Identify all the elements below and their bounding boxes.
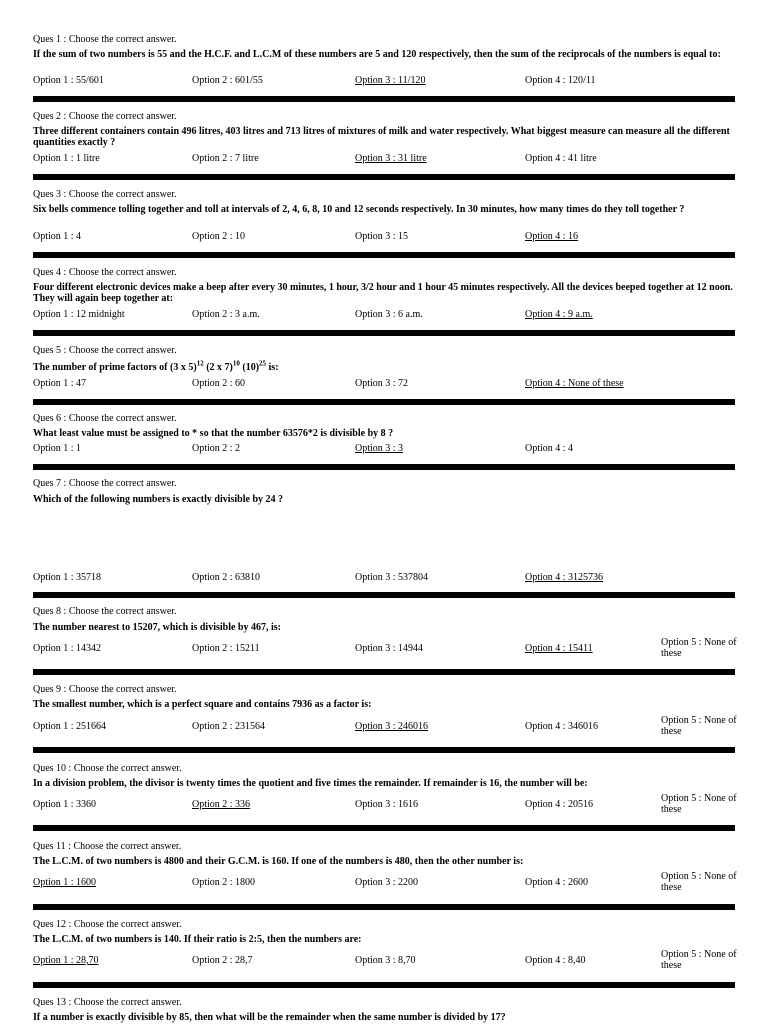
option-3-correct[interactable]: Option 3 : 246016 — [355, 721, 429, 732]
option-5[interactable]: Option 5 : None of these — [661, 793, 737, 815]
option-2[interactable]: Option 2 : 231564 — [192, 721, 266, 732]
option-3-correct[interactable]: Option 3 : 3 — [355, 443, 404, 454]
question-text: Six bells commence tolling together and toll at intervals of 2, 4, 6, 8, 10 and 12 seconds respectively. In 30 minutes, how many times do they toll together ? — [33, 204, 685, 215]
option-1[interactable]: Option 1 : 3360 — [33, 799, 97, 810]
option-3[interactable]: Option 3 : 15 — [355, 231, 409, 242]
question-header: Ques 13 : Choose the correct answer. — [33, 997, 182, 1008]
option-4[interactable]: Option 4 : 120/11 — [525, 75, 596, 86]
option-3[interactable]: Option 3 : 14944 — [355, 643, 424, 654]
option-1-correct[interactable]: Option 1 : 28,70 — [33, 955, 99, 966]
question-header: Ques 3 : Choose the correct answer. — [33, 189, 177, 200]
option-5[interactable]: Option 5 : None of these — [661, 871, 737, 893]
option-2[interactable]: Option 2 : 28,7 — [192, 955, 253, 966]
question-text: The number of prime factors of (3 x 5)$^{12}$ (2 x 7)$^{10}$ $(10)^{25}$ is: — [33, 359, 279, 373]
separator-bar — [33, 904, 735, 910]
question-text: In a division problem, the divisor is twenty times the quotient and five times the remainder. If remainder is 16, the number will be: — [33, 778, 588, 789]
separator-bar — [33, 464, 735, 470]
separator-bar — [33, 592, 735, 598]
question-text: If a number is exactly divisible by 85, then what will be the remainder when the same number is divided by 17? — [33, 1012, 506, 1023]
option-4[interactable]: Option 4 : 2600 — [525, 877, 589, 888]
option-4[interactable]: Option 4 : 20516 — [525, 799, 594, 810]
option-3[interactable]: Option 3 : 1616 — [355, 799, 419, 810]
question-text: If the sum of two numbers is 55 and the H.C.F. and L.C.M of these numbers are 5 and 120 respectively, then the sum of the reciprocals of the numbers is equal to: — [33, 49, 721, 60]
question-text: The L.C.M. of two numbers is 140. If their ratio is 2:5, then the numbers are: — [33, 934, 362, 945]
option-5[interactable]: Option 5 : None of these — [661, 715, 737, 737]
option-2[interactable]: Option 2 : 3 a.m. — [192, 309, 260, 320]
question-header: Ques 12 : Choose the correct answer. — [33, 919, 182, 930]
option-3-correct[interactable]: Option 3 : 11/120 — [355, 75, 426, 86]
separator-bar — [33, 96, 735, 102]
separator-bar — [33, 747, 735, 753]
option-2[interactable]: Option 2 : 10 — [192, 231, 246, 242]
question-header: Ques 1 : Choose the correct answer. — [33, 34, 177, 45]
question-text: What least value must be assigned to * so that the number 63576*2 is divisible by 8 ? — [33, 428, 394, 439]
option-3-correct[interactable]: Option 3 : 31 litre — [355, 153, 427, 164]
option-1[interactable]: Option 1 : 1 — [33, 443, 82, 454]
option-1[interactable]: Option 1 : 1 litre — [33, 153, 100, 164]
option-1-correct[interactable]: Option 1 : 1600 — [33, 877, 97, 888]
option-1[interactable]: Option 1 : 35718 — [33, 572, 102, 583]
question-header: Ques 11 : Choose the correct answer. — [33, 841, 182, 852]
question-text: Three different containers contain 496 litres, 403 litres and 713 litres of mixtures of milk and water respectively. What biggest measure can measure all the different quantities exactly ? — [33, 126, 730, 148]
question-header: Ques 10 : Choose the correct answer. — [33, 763, 182, 774]
option-1[interactable]: Option 1 : 4 — [33, 231, 82, 242]
option-2-correct[interactable]: Option 2 : 336 — [192, 799, 251, 810]
question-header: Ques 9 : Choose the correct answer. — [33, 684, 177, 695]
option-4[interactable]: Option 4 : 346016 — [525, 721, 599, 732]
question-text: Which of the following numbers is exactly divisible by 24 ? — [33, 494, 284, 505]
question-header: Ques 4 : Choose the correct answer. — [33, 267, 177, 278]
option-3[interactable]: Option 3 : 6 a.m. — [355, 309, 423, 320]
option-2[interactable]: Option 2 : 601/55 — [192, 75, 263, 86]
option-2[interactable]: Option 2 : 60 — [192, 378, 246, 389]
question-header: Ques 6 : Choose the correct answer. — [33, 413, 177, 424]
separator-bar — [33, 330, 735, 336]
option-3[interactable]: Option 3 : 537804 — [355, 572, 429, 583]
option-2[interactable]: Option 2 : 63810 — [192, 572, 261, 583]
option-5[interactable]: Option 5 : None of these — [661, 637, 737, 659]
option-4-correct[interactable]: Option 4 : 15411 — [525, 643, 593, 654]
question-header: Ques 2 : Choose the correct answer. — [33, 111, 177, 122]
option-1[interactable]: Option 1 : 47 — [33, 378, 87, 389]
option-2[interactable]: Option 2 : 1800 — [192, 877, 256, 888]
option-4-correct[interactable]: Option 4 : 9 a.m. — [525, 309, 593, 320]
question-text: Four different electronic devices make a beep after every 30 minutes, 1 hour, 3/2 hour and 1 hour 45 minutes respectively. All the devices beeped together at 12 noon. They will again beep together at: — [33, 282, 733, 304]
separator-bar — [33, 982, 735, 988]
question-header: Ques 7 : Choose the correct answer. — [33, 478, 177, 489]
question-header: Ques 5 : Choose the correct answer. — [33, 345, 177, 356]
separator-bar — [33, 252, 735, 258]
option-3[interactable]: Option 3 : 8,70 — [355, 955, 416, 966]
option-2[interactable]: Option 2 : 15211 — [192, 643, 260, 654]
option-4[interactable]: Option 4 : 8,40 — [525, 955, 586, 966]
option-1[interactable]: Option 1 : 55/601 — [33, 75, 104, 86]
question-text: The L.C.M. of two numbers is 4800 and their G.C.M. is 160. If one of the numbers is 480, then the other number is: — [33, 856, 524, 867]
option-1[interactable]: Option 1 : 251664 — [33, 721, 107, 732]
option-4-correct[interactable]: Option 4 : None of these — [525, 378, 624, 389]
question-text: The number nearest to 15207, which is divisible by 467, is: — [33, 622, 281, 633]
separator-bar — [33, 399, 735, 405]
option-2[interactable]: Option 2 : 7 litre — [192, 153, 259, 164]
option-3[interactable]: Option 3 : 2200 — [355, 877, 419, 888]
option-5[interactable]: Option 5 : None of these — [661, 949, 737, 971]
separator-bar — [33, 174, 735, 180]
option-2[interactable]: Option 2 : 2 — [192, 443, 241, 454]
separator-bar — [33, 825, 735, 831]
option-3[interactable]: Option 3 : 72 — [355, 378, 409, 389]
question-header: Ques 8 : Choose the correct answer. — [33, 606, 177, 617]
option-1[interactable]: Option 1 : 14342 — [33, 643, 102, 654]
option-4-correct[interactable]: Option 4 : 3125736 — [525, 572, 604, 583]
question-text: The smallest number, which is a perfect square and contains 7936 as a factor is: — [33, 699, 372, 710]
separator-bar — [33, 669, 735, 675]
option-1[interactable]: Option 1 : 12 midnight — [33, 309, 125, 320]
option-4[interactable]: Option 4 : 41 litre — [525, 153, 597, 164]
option-4[interactable]: Option 4 : 4 — [525, 443, 574, 454]
option-4-correct[interactable]: Option 4 : 16 — [525, 231, 579, 242]
